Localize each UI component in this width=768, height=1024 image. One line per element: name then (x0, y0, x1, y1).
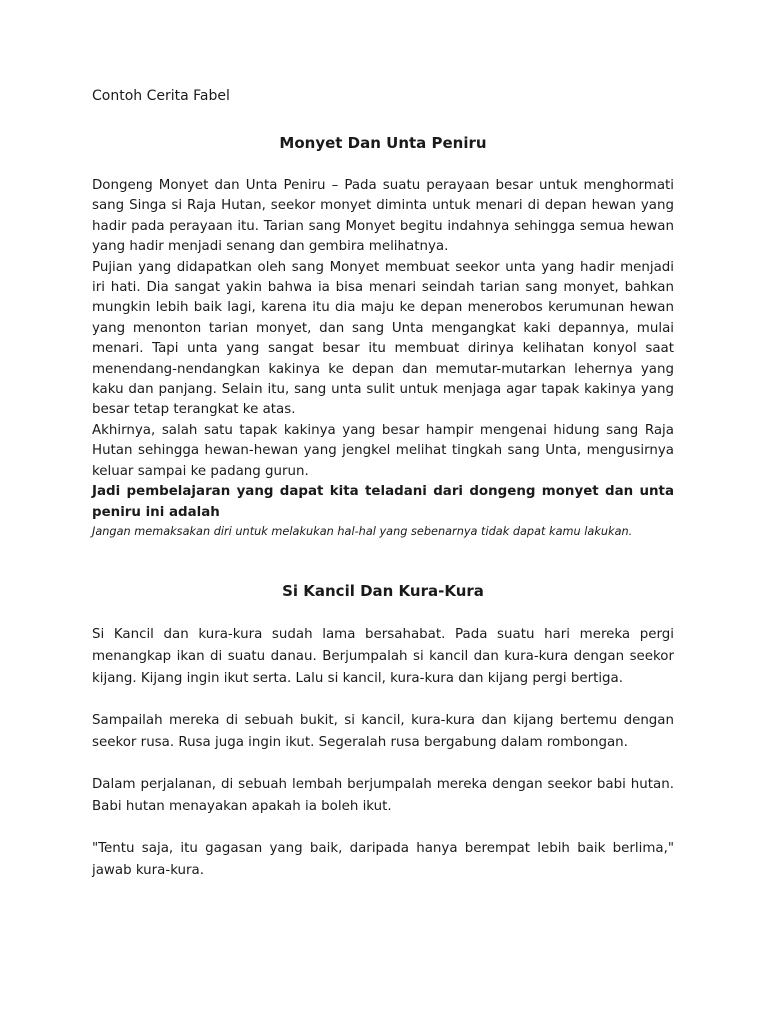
moral-text: Jangan memaksakan diri untuk melakukan hal-hal yang sebenarnya tidak dapat kamu lakukan. (92, 524, 633, 538)
story-1-paragraph: Akhirnya, salah satu tapak kakinya yang besar hampir mengenai hidung sang Raja Hutan sehingga hewan-hewan yang jengkel melihat tingkah sang Unta, mengusirnya keluar sampai ke padang gurun. (92, 422, 674, 479)
story-1-title: Monyet Dan Unta Peniru (279, 134, 487, 152)
story-2-paragraph: Dalam perjalanan, di sebuah lembah berjumpalah mereka dengan seekor babi hutan. Babi hutan menayakan apakah ia boleh ikut. (92, 776, 674, 814)
story-1-paragraph: Dongeng Monyet dan Unta Peniru – Pada suatu perayaan besar untuk menghormati sang Singa si Raja Hutan, seekor monyet diminta untuk menari di depan hewan yang hadir pada perayaan itu. Tarian sang Monyet begitu indahnya sehingga semua hewan yang hadir menjadi senang dan gembira melihatnya. (92, 178, 674, 255)
story-1-body (92, 176, 674, 540)
story-2-paragraph: Si Kancil dan kura-kura sudah lama bersahabat. Pada suatu hari mereka pergi menangkap ikan di suatu danau. Berjumpalah si kancil dan kura-kura dengan seekor kijang. Kijang ingin ikut serta. Lalu si kancil, kura-kura dan kijang pergi bertiga. (92, 626, 674, 686)
story-2-title: Si Kancil Dan Kura-Kura (282, 581, 484, 600)
story-1-paragraph: Pujian yang didapatkan oleh sang Monyet membuat seekor unta yang hadir menjadi iri hati. Dia sangat yakin bahwa ia bisa menari seindah tarian sang monyet, bahkan mungkin lebih baik lagi, karena itu dia maju ke depan menerobos kerumunan hewan yang menonton tarian monyet, dan sang Unta mengangkat kaki depannya, mulai menari. Tapi unta yang sangat besar itu membuat dirinya kelihatan konyol saat menendang-nendangkan kakinya ke depan dan memutar-mutarkan lehernya yang kaku dan panjang. Selain itu, sang unta sulit untuk menjaga agar tapak kakinya yang besar tetap terangkat ke atas. (92, 259, 674, 418)
story-2-body (92, 624, 674, 882)
story-2-paragraph: "Tentu saja, itu gagasan yang baik, daripada hanya berempat lebih baik berlima," jawab kura-kura. (92, 840, 674, 878)
document-page (92, 86, 674, 882)
document-label: Contoh Cerita Fabel (92, 88, 230, 104)
moral-heading: Jadi pembelajaran yang dapat kita teladani dari dongeng monyet dan unta peniru ini adalah (92, 484, 674, 520)
story-2-paragraph: Sampailah mereka di sebuah bukit, si kancil, kura-kura dan kijang bertemu dengan seekor rusa. Rusa juga ingin ikut. Segeralah rusa bergabung dalam rombongan. (92, 712, 674, 750)
